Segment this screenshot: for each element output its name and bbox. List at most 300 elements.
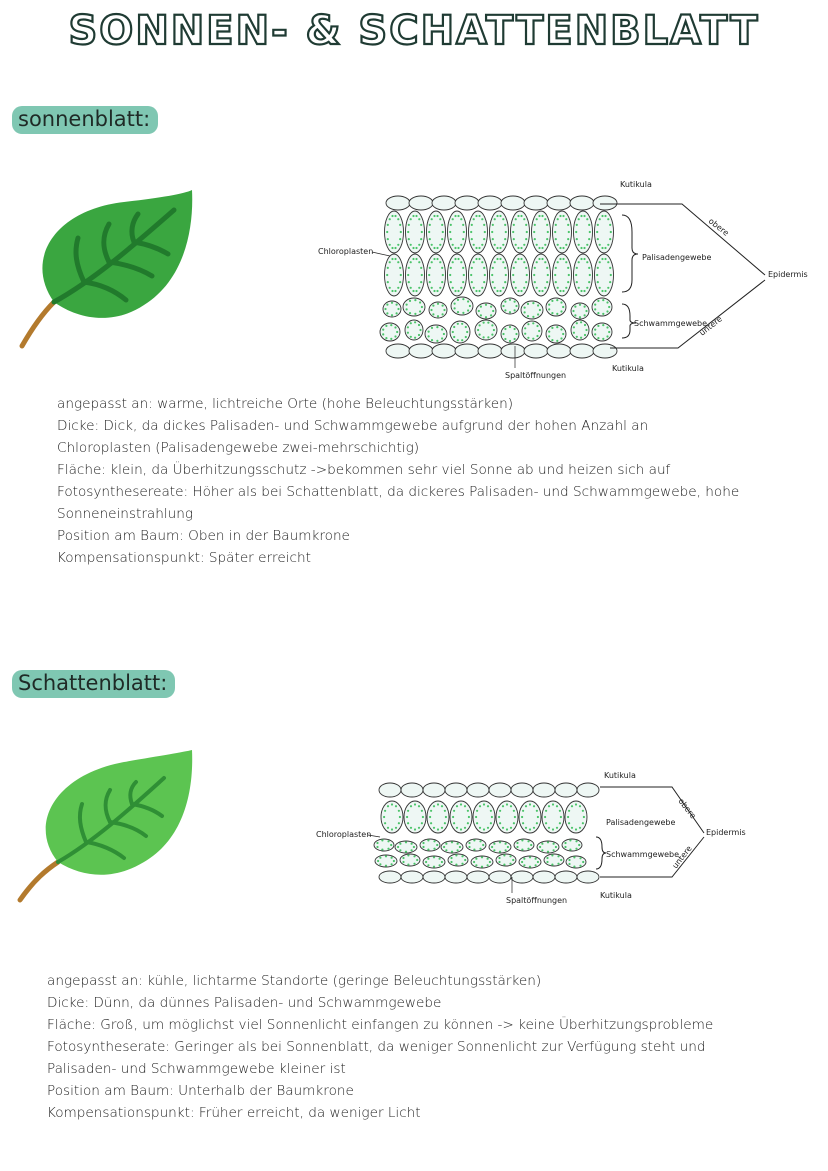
chloroplast-dot [583, 816, 585, 818]
chloroplast-dot [397, 261, 399, 263]
chloroplast-dot [409, 312, 411, 314]
chloroplast-dot [541, 843, 543, 845]
chloroplast-dot [608, 331, 610, 333]
chloroplast-dot [527, 848, 529, 850]
chloroplast-dot [437, 315, 439, 317]
sun-leaf-cross-section-diagram [310, 170, 810, 385]
chloroplast-dot [422, 816, 424, 818]
chloroplast-dot [433, 827, 435, 829]
chloroplast-dot [557, 244, 559, 246]
epidermis-cell [524, 196, 548, 210]
chloroplast-dot [604, 247, 606, 249]
chloroplast-dot [555, 846, 557, 848]
chloroplast-dot [564, 846, 566, 848]
chloroplast-dot [526, 274, 528, 276]
chloroplast-dot [589, 231, 591, 233]
chloroplast-dot [475, 864, 477, 866]
chloroplast-dot [580, 247, 582, 249]
chloroplast-dot [560, 337, 562, 339]
chloroplast-dot [536, 261, 538, 263]
label-obere: obere [706, 216, 731, 238]
chloroplast-dot [450, 861, 452, 863]
chloroplast-dot [512, 231, 514, 233]
chloroplast-dot [460, 218, 462, 220]
chloroplast-dot [487, 336, 489, 338]
chloroplast-dot [509, 855, 511, 857]
chloroplast-dot [534, 281, 536, 283]
chloroplast-dot [465, 336, 467, 338]
epidermis-cell [547, 344, 571, 358]
chloroplast-dot [384, 822, 386, 824]
epidermis-cell [455, 344, 479, 358]
chloroplast-dot [502, 333, 504, 335]
chloroplast-dot [425, 861, 427, 863]
chloroplast-dot [487, 805, 489, 807]
chloroplast-dot [521, 849, 523, 851]
chloroplast-dot [414, 313, 416, 315]
chloroplast-dot [515, 244, 517, 246]
chloroplast-dot [429, 224, 431, 226]
chloroplast-dot [525, 224, 527, 226]
chloroplast-dot [441, 827, 443, 829]
label-palisadengewebe: Palisadengewebe [606, 818, 676, 827]
chloroplast-dot [524, 311, 526, 313]
chloroplast-dot [457, 311, 459, 313]
label-palisadengewebe: Palisadengewebe [642, 253, 712, 262]
chloroplast-dot [441, 224, 443, 226]
chloroplast-dot [407, 274, 409, 276]
chloroplast-dot [410, 322, 412, 324]
chloroplast-dot [535, 864, 537, 866]
chloroplast-dot [548, 335, 550, 337]
chloroplast-dot [517, 290, 519, 292]
chloroplast-dot [454, 303, 456, 305]
chloroplast-dot [414, 299, 416, 301]
chloroplast-dot [520, 247, 522, 249]
chloroplast-dot [547, 274, 549, 276]
label-schwammgewebe: Schwammgewebe [606, 850, 680, 859]
chloroplast-dot [537, 861, 539, 863]
chloroplast-dot [484, 231, 486, 233]
chloroplast-dot [436, 258, 438, 260]
chloroplast-dot [445, 849, 447, 851]
chloroplast-dot [491, 274, 493, 276]
chloroplast-dot [559, 290, 561, 292]
chloroplast-dot [462, 267, 464, 269]
chloroplast-dot [504, 267, 506, 269]
chloroplast-dot [449, 231, 451, 233]
chloroplast-dot [597, 325, 599, 327]
chloroplast-dot [502, 805, 504, 807]
chloroplast-dot [527, 303, 529, 305]
chloroplast-dot [391, 803, 393, 805]
chloroplast-dot [481, 287, 483, 289]
chloroplast-dot [457, 323, 459, 325]
chloroplast-dot [462, 238, 464, 240]
epidermis-cell [432, 344, 456, 358]
chloroplast-dot [468, 846, 470, 848]
chloroplast-dot [509, 311, 511, 313]
chloroplast-dot [517, 247, 519, 249]
chloroplast-dot [578, 244, 580, 246]
chloroplast-dot [381, 839, 383, 841]
chloroplast-dot [429, 238, 431, 240]
chloroplast-dot [390, 324, 392, 326]
chloroplast-dot [427, 858, 429, 860]
chloroplast-dot [487, 858, 489, 860]
chloroplast-dot [410, 805, 412, 807]
chloroplast-dot [395, 827, 397, 829]
chloroplast-dot [483, 238, 485, 240]
chloroplast-dot [520, 215, 522, 217]
chloroplast-dot [492, 281, 494, 283]
chloroplast-dot [522, 810, 524, 812]
chloroplast-dot [604, 258, 606, 260]
chloroplast-dot [524, 327, 526, 329]
chloroplast-dot [460, 803, 462, 805]
chloroplast-dot [467, 309, 469, 311]
chloroplast-dot [609, 238, 611, 240]
chloroplast-dot [555, 224, 557, 226]
chloroplast-dot [551, 339, 553, 341]
chloroplast-dot [436, 326, 438, 328]
chloroplast-dot [479, 805, 481, 807]
chloroplast-dot [441, 805, 443, 807]
chloroplast-dot [427, 839, 429, 841]
chloroplast-dot [473, 839, 475, 841]
chloroplast-dot [436, 215, 438, 217]
chloroplast-dot [428, 274, 430, 276]
epidermis-cell [593, 344, 617, 358]
chloroplast-dot [576, 267, 578, 269]
label-schwammgewebe: Schwammgewebe [634, 319, 708, 328]
chloroplast-dot [533, 827, 535, 829]
chloroplast-dot [520, 290, 522, 292]
chloroplast-dot [384, 308, 386, 310]
chloroplast-dot [532, 302, 534, 304]
chloroplast-dot [431, 244, 433, 246]
epidermis-cell [478, 196, 502, 210]
chloroplast-dot [599, 244, 601, 246]
chloroplast-dot [551, 864, 553, 866]
chloroplast-dot [556, 326, 558, 328]
chloroplast-dot [516, 846, 518, 848]
text-line: Kompensationspunkt: Später erreicht [57, 550, 311, 566]
chloroplast-dot [578, 844, 580, 846]
chloroplast-dot [567, 281, 569, 283]
chloroplast-dot [574, 306, 576, 308]
chloroplast-dot [523, 218, 525, 220]
chloroplast-dot [532, 316, 534, 318]
text-line: Fläche: klein, da Überhitzungsschutz ->bekommen sehr viel Sonne ab und heizen sich auf [57, 462, 671, 478]
chloroplast-dot [580, 337, 582, 339]
chloroplast-dot [419, 301, 421, 303]
label-chloroplasten: Chloroplasten [316, 830, 372, 839]
chloroplast-dot [516, 842, 518, 844]
chloroplast-dot [436, 340, 438, 342]
chloroplast-dot [502, 261, 504, 263]
chloroplast-dot [428, 231, 430, 233]
chloroplast-dot [604, 215, 606, 217]
chloroplast-dot [479, 334, 481, 336]
label-kutikula-top: Kutikula [620, 180, 652, 189]
chloroplast-dot [442, 313, 444, 315]
text-line: Fotosynthesereate: Höher als bei Schattenblatt, da dickeres Palisaden- und Schwammgewebe, hohe [57, 484, 740, 500]
chloroplast-dot [421, 810, 423, 812]
chloroplast-dot [491, 816, 493, 818]
chloroplast-dot [432, 313, 434, 315]
chloroplast-dot [431, 218, 433, 220]
chloroplast-dot [538, 290, 540, 292]
chloroplast-dot [461, 339, 463, 341]
chloroplast-dot [527, 337, 529, 339]
chloroplast-dot [439, 864, 441, 866]
chloroplast-dot [533, 805, 535, 807]
chloroplast-dot [529, 803, 531, 805]
chloroplast-dot [594, 304, 596, 306]
chloroplast-dot [407, 854, 409, 856]
chloroplast-dot [475, 247, 477, 249]
chloroplast-dot [609, 267, 611, 269]
chloroplast-dot [471, 267, 473, 269]
chloroplast-dot [480, 306, 482, 308]
chloroplast-dot [492, 267, 494, 269]
chloroplast-dot [428, 335, 430, 337]
chloroplast-dot [562, 247, 564, 249]
chloroplast-dot [597, 281, 599, 283]
chloroplast-dot [575, 828, 577, 830]
chloroplast-dot [582, 810, 584, 812]
chloroplast-dot [594, 333, 596, 335]
chloroplast-dot [513, 281, 515, 283]
chloroplast-dot [412, 247, 414, 249]
chloroplast-dot [557, 261, 559, 263]
chloroplast-dot [415, 290, 417, 292]
chloroplast-dot [391, 258, 393, 260]
chloroplast-dot [493, 849, 495, 851]
chloroplast-dot [483, 267, 485, 269]
chloroplast-dot [390, 844, 392, 846]
chloroplast-dot [539, 846, 541, 848]
chloroplast-dot [515, 333, 517, 335]
chloroplast-dot [601, 290, 603, 292]
epidermis-cell [489, 783, 511, 797]
chloroplast-dot [602, 299, 604, 301]
chloroplast-dot [385, 855, 387, 857]
chloroplast-dot [387, 238, 389, 240]
chloroplast-dot [433, 258, 435, 260]
chloroplast-dot [441, 337, 443, 339]
chloroplast-dot [523, 864, 525, 866]
chloroplast-dot [439, 261, 441, 263]
chloroplast-dot [457, 299, 459, 301]
chloroplast-dot [607, 261, 609, 263]
chloroplast-dot [421, 306, 423, 308]
chloroplast-dot [514, 309, 516, 311]
chloroplast-dot [451, 841, 453, 843]
chloroplast-dot [579, 316, 581, 318]
chloroplast-dot [610, 274, 612, 276]
chloroplast-dot [473, 287, 475, 289]
chloroplast-dot [457, 215, 459, 217]
chloroplast-dot [541, 247, 543, 249]
chloroplast-dot [573, 856, 575, 858]
chloroplast-dot [386, 304, 388, 306]
chloroplast-dot [504, 238, 506, 240]
chloroplast-dot [450, 238, 452, 240]
chloroplast-dot [441, 238, 443, 240]
chloroplast-dot [450, 857, 452, 859]
chloroplast-dot [439, 218, 441, 220]
chloroplast-dot [575, 840, 577, 842]
chloroplast-dot [534, 267, 536, 269]
text-line: Position am Baum: Oben in der Baumkrone [57, 528, 350, 544]
chloroplast-dot [477, 329, 479, 331]
chloroplast-dot [576, 336, 578, 338]
chloroplast-dot [385, 865, 387, 867]
chloroplast-dot [420, 238, 422, 240]
chloroplast-dot [396, 331, 398, 333]
chloroplast-dot [602, 313, 604, 315]
chloroplast-dot [430, 822, 432, 824]
text-line: Kompensationspunkt: Früher erreicht, da weniger Licht [47, 1105, 421, 1121]
chloroplast-dot [436, 290, 438, 292]
chloroplast-dot [588, 267, 590, 269]
chloroplast-dot [546, 267, 548, 269]
chloroplast-dot [552, 828, 554, 830]
chloroplast-dot [428, 331, 430, 333]
chloroplast-dot [527, 840, 529, 842]
chloroplast-dot [579, 865, 581, 867]
chloroplast-dot [453, 822, 455, 824]
chloroplast-dot [553, 843, 555, 845]
chloroplast-dot [473, 261, 475, 263]
chloroplast-dot [525, 238, 527, 240]
chloroplast-dot [436, 844, 438, 846]
chloroplast-dot [568, 810, 570, 812]
chloroplast-dot [462, 312, 464, 314]
chloroplast-dot [452, 287, 454, 289]
chloroplast-dot [390, 338, 392, 340]
chloroplast-dot [408, 238, 410, 240]
chloroplast-dot [559, 258, 561, 260]
chloroplast-dot [475, 816, 477, 818]
chloroplast-dot [457, 849, 459, 851]
chloroplast-dot [597, 300, 599, 302]
chloroplast-dot [418, 805, 420, 807]
text-line: Palisaden- und Schwammgewebe kleiner ist [47, 1061, 346, 1077]
chloroplast-dot [418, 334, 420, 336]
chloroplast-dot [406, 816, 408, 818]
chloroplast-dot [578, 287, 580, 289]
chloroplast-dot [507, 846, 509, 848]
chloroplast-dot [429, 267, 431, 269]
chloroplast-dot [496, 215, 498, 217]
chloroplast-dot [584, 314, 586, 316]
chloroplast-dot [414, 321, 416, 323]
chloroplast-dot [567, 224, 569, 226]
chloroplast-dot [427, 849, 429, 851]
chloroplast-dot [397, 846, 399, 848]
epidermis-cell [423, 783, 445, 797]
chloroplast-dot [523, 287, 525, 289]
chloroplast-dot [429, 281, 431, 283]
chloroplast-dot [418, 827, 420, 829]
chloroplast-dot [602, 324, 604, 326]
chloroplast-dot [478, 290, 480, 292]
chloroplast-dot [455, 854, 457, 856]
chloroplast-dot [589, 274, 591, 276]
chloroplast-dot [583, 247, 585, 249]
chloroplast-dot [585, 329, 587, 331]
chloroplast-dot [554, 274, 556, 276]
chloroplast-dot [499, 258, 501, 260]
chloroplast-dot [387, 848, 389, 850]
chloroplast-dot [560, 816, 562, 818]
chloroplast-dot [485, 316, 487, 318]
chloroplast-dot [452, 218, 454, 220]
chloroplast-dot [556, 313, 558, 315]
chloroplast-dot [414, 803, 416, 805]
text-line: Fotosyntheserate: Geringer als bei Sonnenblatt, da weniger Sonnenlicht zur Verfügung steht und [47, 1039, 706, 1055]
chloroplast-dot [494, 244, 496, 246]
chloroplast-dot [573, 332, 575, 334]
chloroplast-dot [452, 244, 454, 246]
chloroplast-dot [583, 215, 585, 217]
chloroplast-dot [473, 218, 475, 220]
chloroplast-dot [510, 805, 512, 807]
chloroplast-dot [407, 810, 409, 812]
chloroplast-dot [546, 861, 548, 863]
chloroplast-dot [420, 267, 422, 269]
chloroplast-dot [479, 840, 481, 842]
chloroplast-dot [394, 215, 396, 217]
epidermis-cell [501, 196, 525, 210]
chloroplast-dot [527, 323, 529, 325]
chloroplast-dot [494, 261, 496, 263]
chloroplast-dot [578, 218, 580, 220]
chloroplast-dot [513, 810, 515, 812]
chloroplast-dot [406, 308, 408, 310]
chloroplast-dot [410, 244, 412, 246]
epidermis-cell [577, 871, 599, 883]
chloroplast-dot [525, 805, 527, 807]
text-line: Chloroplasten (Palisadengewebe zwei-mehrschichtig) [57, 440, 420, 456]
chloroplast-dot [491, 334, 493, 336]
chloroplast-dot [568, 863, 570, 865]
label-epidermis: Epidermis [706, 828, 746, 837]
chloroplast-dot [504, 328, 506, 330]
chloroplast-dot [402, 857, 404, 859]
chloroplast-dot [502, 827, 504, 829]
chloroplast-dot [422, 846, 424, 848]
chloroplast-dot [476, 822, 478, 824]
chloroplast-dot [571, 805, 573, 807]
chloroplast-dot [551, 300, 553, 302]
chloroplast-dot [536, 822, 538, 824]
chloroplast-dot [541, 849, 543, 851]
shade-leaf-icon [14, 750, 199, 905]
chloroplast-dot [442, 274, 444, 276]
chloroplast-dot [457, 339, 459, 341]
chloroplast-dot [483, 828, 485, 830]
chloroplast-dot [524, 333, 526, 335]
chloroplast-dot [400, 231, 402, 233]
chloroplast-dot [547, 851, 549, 853]
chloroplast-dot [382, 333, 384, 335]
chloroplast-dot [523, 858, 525, 860]
epidermis-cell [501, 344, 525, 358]
